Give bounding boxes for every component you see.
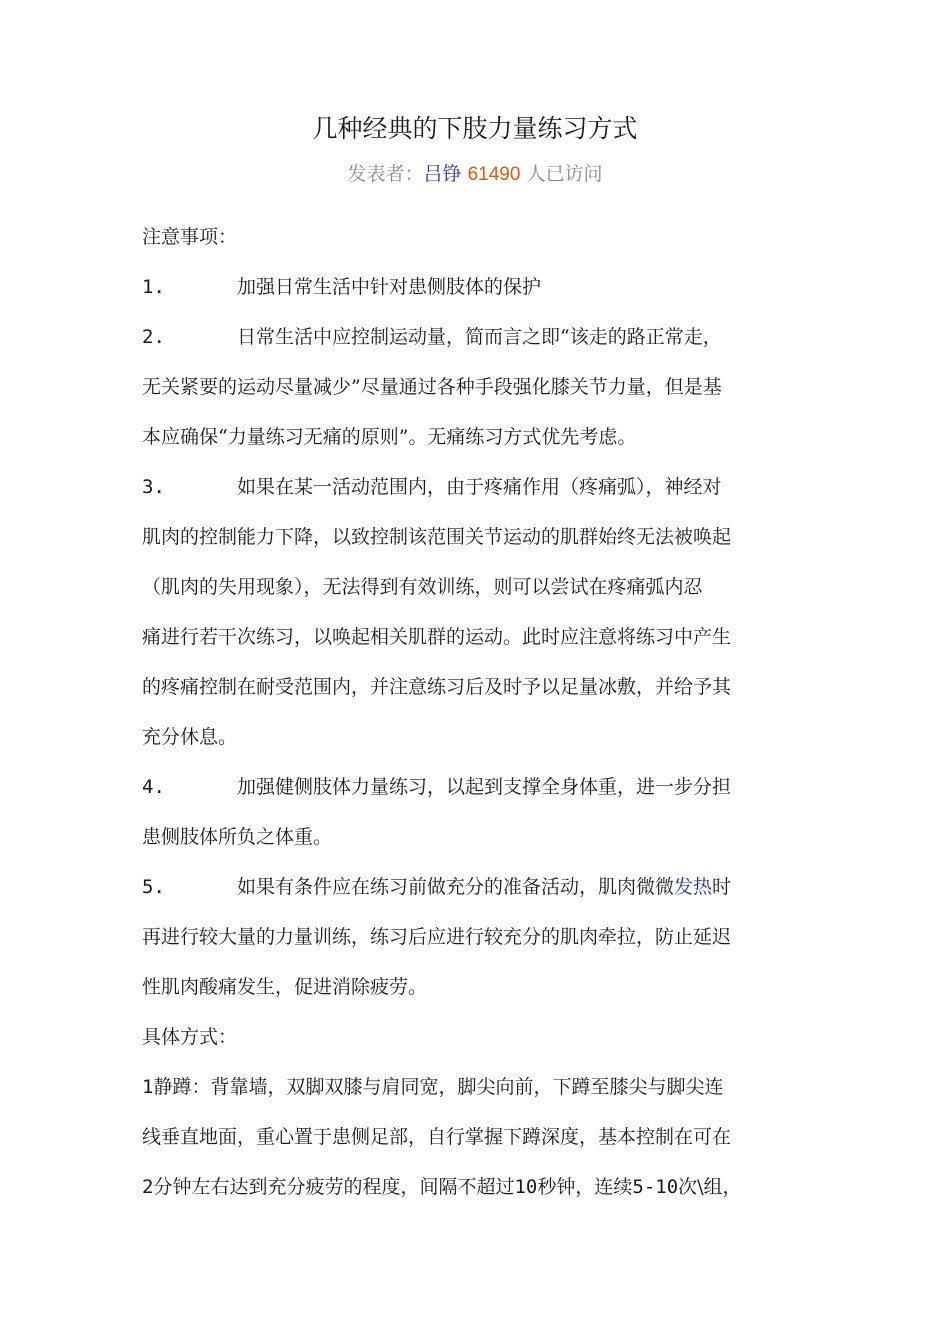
- page-title: 几种经典的下肢力量练习方式: [312, 114, 638, 143]
- fever-link[interactable]: 发热: [674, 876, 713, 898]
- paragraph-line: 无关紧要的运动尽量减少”尽量通过各种手段强化膝关节力量，但是基: [142, 376, 722, 398]
- byline-prefix: 发表者：: [347, 163, 424, 185]
- article-body: [142, 212, 808, 1212]
- item-text: 加强日常生活中针对患侧肢体的保护: [237, 276, 542, 298]
- paragraph-line: 的疼痛控制在耐受范围内，并注意练习后及时予以足量冰敷，并给予其: [142, 676, 732, 698]
- paragraph-line: 性肌肉酸痛发生，促进消除疲劳。: [142, 976, 428, 998]
- item-number: 4.: [142, 776, 165, 798]
- item-number: 2.: [142, 326, 165, 348]
- notes-heading: 注意事项：: [142, 226, 238, 248]
- item-text: 日常生活中应控制运动量，简而言之即“该走的路正常走，: [237, 326, 722, 348]
- note-item-3: [142, 462, 808, 512]
- item-number: 1.: [142, 276, 165, 298]
- note-item-2: [142, 312, 808, 362]
- note-item-4: [142, 762, 808, 812]
- item-text: 时: [712, 876, 732, 898]
- methods-heading: 具体方式：: [142, 1026, 238, 1048]
- note-item-5: [142, 862, 808, 912]
- paragraph-line: 本应确保“力量练习无痛的原则”。无痛练习方式优先考虑。: [142, 426, 637, 448]
- paragraph-line: 线垂直地面，重心置于患侧足部，自行掌握下蹲深度，基本控制在可在: [142, 1126, 732, 1148]
- item-text: 如果有条件应在练习前做充分的准备活动，肌肉微微: [237, 876, 675, 898]
- byline-suffix: 人已访问: [526, 163, 603, 185]
- paragraph-line: 2分钟左右达到充分疲劳的程度，间隔不超过10秒钟，连续5-10次\组，: [142, 1176, 742, 1198]
- paragraph-line: 充分休息。: [142, 726, 238, 748]
- method-1-line: 1静蹲：背靠墙，双脚双膝与肩同宽，脚尖向前，下蹲至膝尖与脚尖连: [142, 1076, 724, 1098]
- item-text: 如果在某一活动范围内，由于疼痛作用（疼痛弧），神经对: [237, 476, 722, 498]
- author-link[interactable]: 吕铮: [423, 163, 462, 185]
- paragraph-line: （肌肉的失用现象），无法得到有效训练，则可以尝试在疼痛弧内忍: [142, 576, 703, 598]
- item-number: 3.: [142, 476, 165, 498]
- paragraph-line: 痛进行若干次练习，以唤起相关肌群的运动。此时应注意将练习中产生: [142, 626, 732, 648]
- paragraph-line: 再进行较大量的力量训练，练习后应进行较充分的肌肉牵拉，防止延迟: [142, 926, 732, 948]
- paragraph-line: 肌肉的控制能力下降，以致控制该范围关节运动的肌群始终无法被唤起: [142, 526, 732, 548]
- item-text: 加强健侧肢体力量练习，以起到支撑全身体重，进一步分担: [237, 776, 732, 798]
- paragraph-line: 患侧肢体所负之体重。: [142, 826, 333, 848]
- visit-count: 61490: [467, 164, 521, 185]
- note-item-1: [142, 262, 808, 312]
- byline: [0, 159, 950, 190]
- item-number: 5.: [142, 876, 165, 898]
